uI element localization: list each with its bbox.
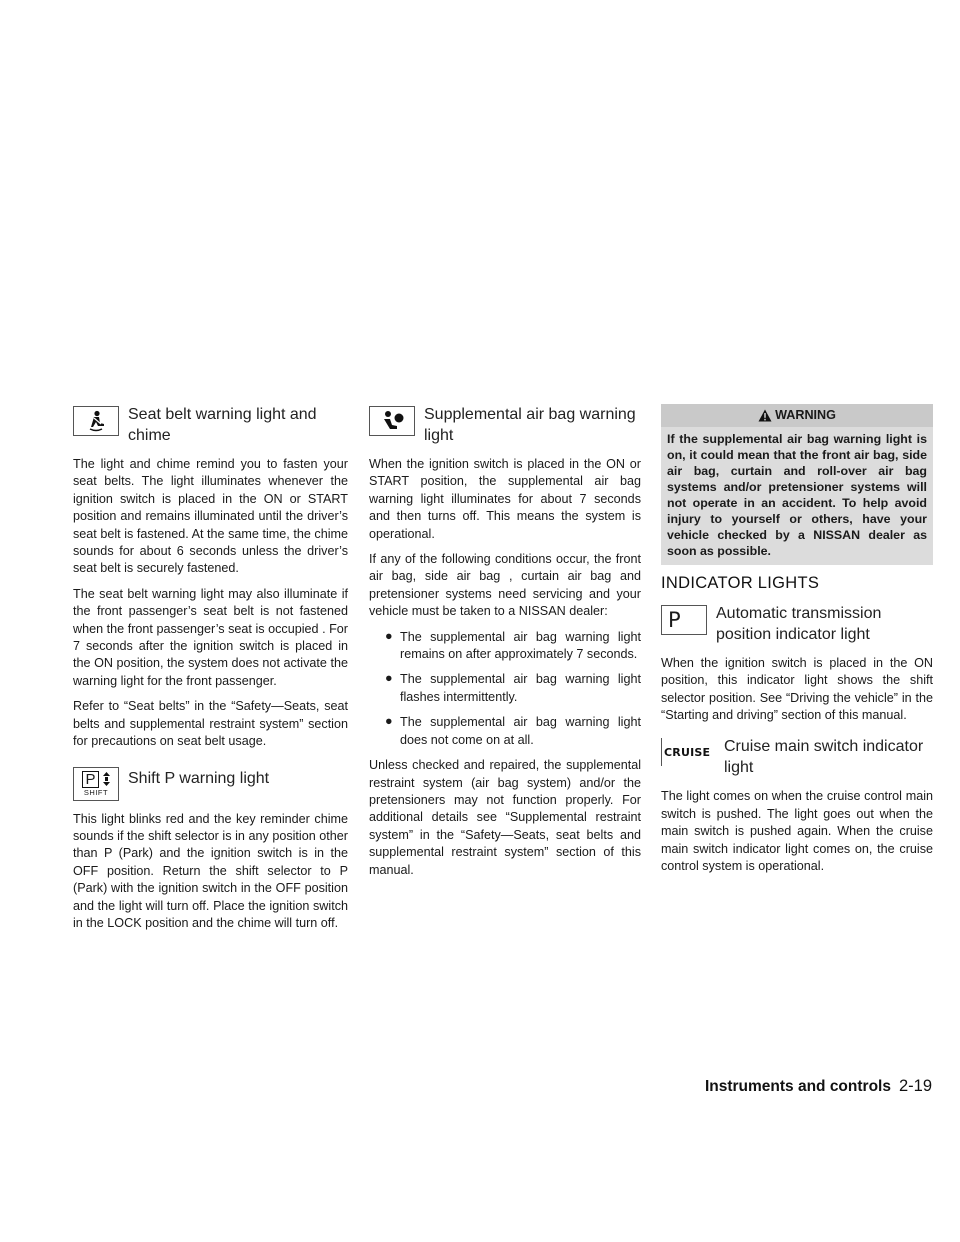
cruise-paragraph-1: The light comes on when the cruise control main switch is pushed. The light goes out when the main switch is pushed again. When the cruise main switch indicator light comes on, the cruise control system is operational. [661, 789, 933, 874]
cruise-heading-line2: light [724, 759, 754, 777]
shift-p-heading [73, 765, 348, 801]
cruise-heading-line1: Cruise main switch indicator [724, 738, 924, 756]
warning-text: If the supplemental air bag warning light is on, it could mean that the front air bag, side air bag, curtain and roll-over air bag systems and/or pretensioner systems will not operate in an accident. To help avoid injury to yourself or others, have your vehicle checked by a NISSAN dealer as soon as possible. [667, 432, 927, 559]
airbag-warning-icon [369, 406, 415, 436]
auto-trans-heading-line2: position indicator light [716, 625, 870, 643]
cruise-icon-label: CRUISE [664, 745, 711, 759]
auto-trans-heading-line1: Automatic transmission [716, 604, 882, 622]
column-1 [73, 404, 348, 940]
cruise-heading [661, 736, 933, 778]
footer-section-name: Instruments and controls [704, 1078, 891, 1095]
bullet-icon: ● [385, 714, 393, 729]
shift-p-heading-text: Shift P warning light [128, 769, 270, 787]
indicator-lights-title: INDICATOR LIGHTS [661, 574, 820, 593]
warning-triangle-icon [758, 409, 772, 422]
seat-belt-paragraph-1: The light and chime remind you to fasten your seat belts. The light illuminates whenever the ignition switch is placed in the ON or START position and remains illuminated until the driver’s seat belt is fastened. At the same time, the chime sounds for about 6 seconds unless the driver’s seat belt is securely fastened. [73, 457, 348, 576]
airbag-conditions-list [369, 629, 641, 749]
page-footer [705, 1077, 932, 1096]
auto-trans-paragraph-1: When the ignition switch is placed in the ON position, this indicator light shows the shift selector position. See “Driving the vehicle” in the “Starting and driving” section of this manual. [661, 655, 933, 723]
bullet-icon: ● [385, 628, 393, 643]
column-3 [661, 404, 933, 883]
auto-trans-heading [661, 603, 933, 645]
list-item-text: The supplemental air bag warning light remains on after approximately 7 seconds. [400, 629, 641, 662]
list-item [369, 671, 641, 706]
airbag-heading [369, 404, 641, 446]
seat-belt-heading [73, 404, 348, 446]
shift-arrows-icon [103, 772, 110, 786]
airbag-heading-line1: Supplemental air bag warning [424, 406, 636, 423]
seat-belt-warning-icon [73, 406, 119, 436]
warning-header [661, 404, 933, 427]
cruise-indicator-icon [661, 738, 715, 766]
list-item-text: The supplemental air bag warning light flashes intermittently. [400, 672, 641, 704]
shift-p-icon-label: SHIFT [83, 787, 109, 797]
seat-belt-paragraph-2: The seat belt warning light may also illuminate if the front passenger’s seat belt is not fastened when the front passenger’s seat is occupied . For 7 seconds after the ignition switch is placed in the ON position, the system does not activate the warning light for the front passenger. [73, 586, 348, 688]
shift-p-paragraph-1: This light blinks red and the key reminder chime sounds if the shift selector is in any position other than P (Park) and the ignition switch is in the OFF position. Return the shift selector to P (Park) with the ignition switch in the OFF position and the light will turn off. Place the ignition switch in the LOCK position and the chime will turn off. [73, 811, 348, 930]
list-item-text: The supplemental air bag warning light does not come on at all. [400, 715, 641, 747]
warning-title: WARNING [775, 408, 836, 422]
column-2 [369, 404, 641, 887]
page-number: 2-19 [898, 1077, 932, 1095]
seat-belt-paragraph-3: Refer to “Seat belts” in the “Safety—Seats, seat belts and supplemental restraint system” section for precautions on seat belt usage. [73, 699, 348, 749]
list-item [369, 629, 641, 664]
warning-box [661, 404, 933, 565]
seat-belt-heading-line1: Seat belt warning light and [128, 406, 317, 423]
shift-p-icon-letter: P [82, 771, 98, 788]
p-indicator-letter: P [668, 607, 681, 632]
p-position-indicator-icon [661, 605, 707, 635]
airbag-paragraph-2: If any of the following conditions occur, the front air bag, side air bag , curtain air bag and pretensioner systems need servicing and your vehicle must be taken to a NISSAN dealer: [369, 552, 641, 619]
shift-p-warning-icon [73, 767, 119, 801]
airbag-paragraph-1: When the ignition switch is placed in the ON or START position, the supplemental air bag warning light illuminates for about 7 seconds and then turns off. This means the system is operational. [369, 457, 641, 541]
bullet-icon: ● [385, 671, 393, 686]
airbag-heading-line2: light [424, 427, 454, 444]
list-item [369, 714, 641, 749]
airbag-paragraph-3: Unless checked and repaired, the supplemental restraint system (air bag system) and/or the pretensioners may not function properly. For additional details see “Supplemental restraint system” in the “Safety—Seats, seat belts and supplemental restraint system” section of this manual. [369, 758, 641, 877]
seat-belt-heading-line2: chime [128, 427, 171, 444]
